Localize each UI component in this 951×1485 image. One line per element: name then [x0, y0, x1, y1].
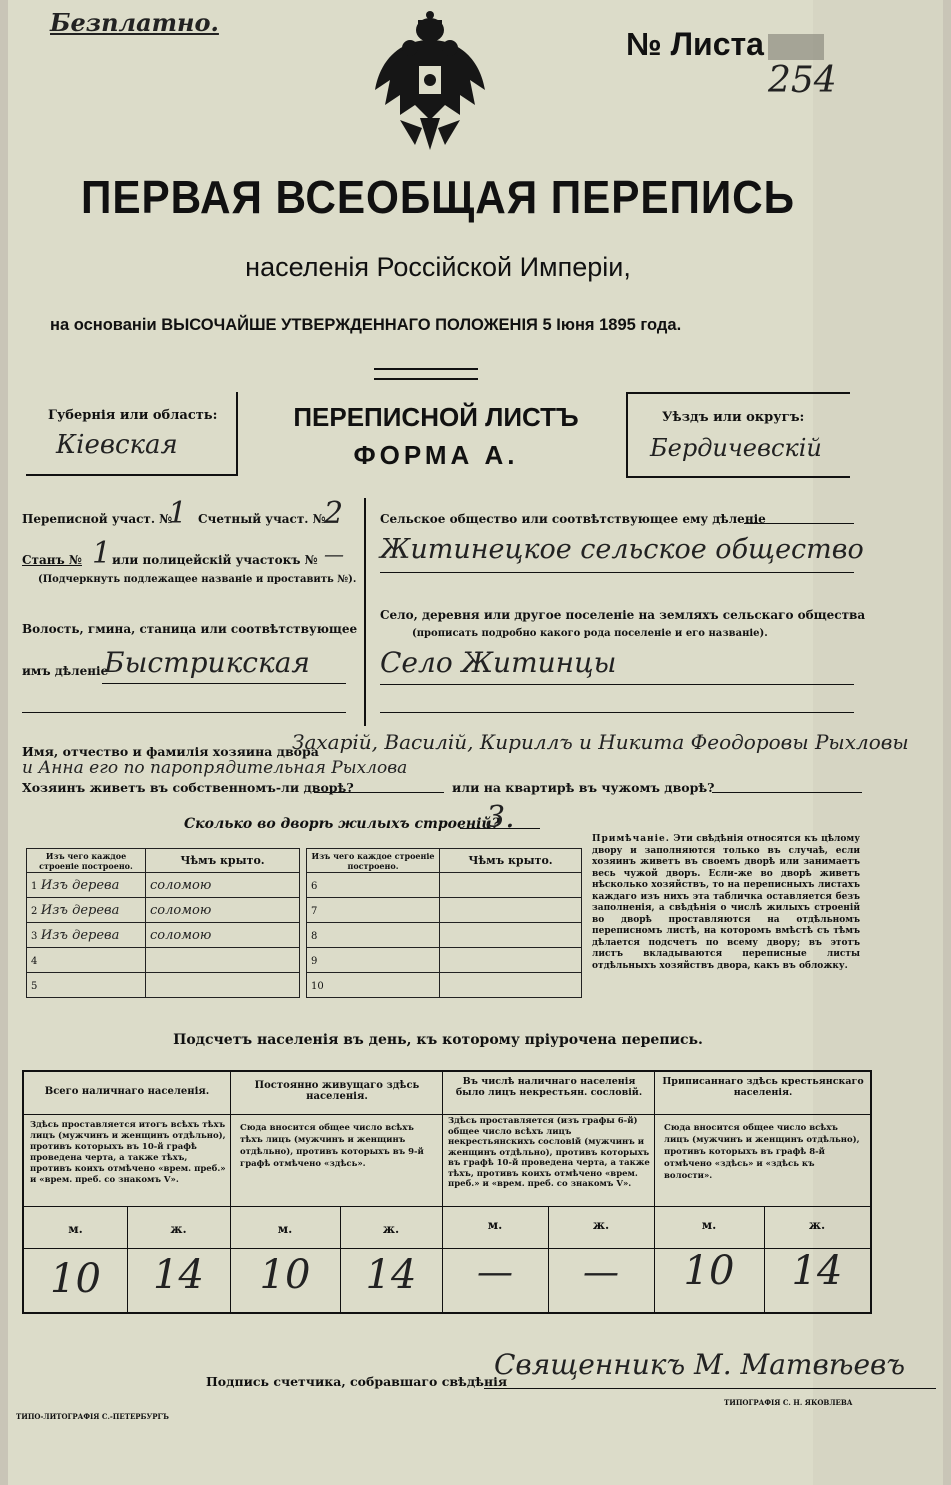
province-value: Кіевская [56, 430, 178, 460]
pop-group-desc: Здѣсь проставляется (изъ графы 6-й) общее число всѣхъ лицъ некрестьянскихъ сословій (мужчинъ и женщинъ отдѣльно), противъ которыхъ въ графѣ 10-й проведена черта, а также тѣхъ, противъ коихъ отмѣчено «врем. преб.» и «врем. преб. со знакомъ V». [448, 1116, 650, 1189]
census-sheet [8, 0, 943, 1485]
owner-value-line2: и Анна его по паропрядительная Рыхлова [22, 758, 408, 778]
building-row: 10 [307, 973, 440, 998]
footer-printer-right: ТИПОГРАФІЯ С. Н. ЯКОВЛЕВА [724, 1398, 853, 1407]
zh-label: ж. [592, 1218, 610, 1232]
note-text: Эти свѣдѣнія относятся къ цѣлому двору и заполняются только въ случаѣ, если хозяинъ живетъ въ своемъ дворѣ или занимаетъ весь чужой дворъ. Если-же во дворѣ живетъ нѣсколько хозяйствъ, то на переписныхъ листахъ каждаго изъ нихъ эта табличка оставляется безъ заполненія, а свѣдѣнія о числѣ жилыхъ строеній во дворѣ проставляются на отдѣльномъ переписномъ листѣ, на которомъ вмѣстѣ съ тѣмъ дѣлается подсчетъ по всему двору; въ этотъ листъ вкладываются переписные листы отдѣльныхъ хозяйствъ двора, какъ въ обложку. [592, 834, 860, 971]
pop-value-m: — [477, 1252, 513, 1293]
m-label: м. [68, 1222, 83, 1236]
count-section-label: Счетный участ. № [198, 512, 326, 526]
zh-label: ж. [382, 1222, 400, 1236]
pop-group-header: Въ числѣ наличнаго населенія было лицъ некрестьян. сословій. [455, 1076, 643, 1098]
pop-group-desc: Здѣсь проставляется итогъ всѣхъ тѣхъ лицъ (мужчинъ и женщинъ отдѣльно), противъ которыхъ въ 10-й графѣ проведена черта, а также тѣхъ, противъ коихъ отмѣчено «врем. преб.» и «врем. преб. со знакомъ V». [30, 1120, 226, 1185]
form-name-line1: ПЕРЕПИСНОЙ ЛИСТЪ [293, 402, 579, 432]
volost-value: Быстрикская [104, 646, 310, 679]
province-box [26, 392, 238, 476]
owner-label: Имя, отчество и фамилія хозяина двора [22, 744, 319, 759]
pop-value-zh: 14 [153, 1252, 204, 1298]
pop-value-m: 10 [683, 1248, 735, 1294]
stan-value: 1 [92, 536, 112, 571]
district-value: Бердичевскій [650, 434, 822, 462]
buildings-table-right: Изъ чего каждое строеніе построено. Чѣмъ крыто. 6 7 8 9 10 [306, 848, 582, 998]
police-value: — [324, 542, 344, 566]
sheet-number-value: 254 [768, 60, 837, 101]
building-row: 1 Изъ дерева [27, 873, 146, 898]
society-value: Житинецкое сельское общество [380, 534, 864, 565]
basis-line: на основаніи ВЫСОЧАЙШЕ УТВЕРЖДЕННАГО ПОЛОЖЕНІЯ 5 Іюня 1895 года. [50, 316, 682, 334]
building-row: 4 [27, 948, 146, 973]
pop-group-header: Приписаннаго здѣсь крестьянскаго населенія. [662, 1076, 864, 1098]
building-row: 9 [307, 948, 440, 973]
village-value: Село Житинцы [380, 646, 617, 679]
imperial-eagle-emblem [370, 10, 490, 160]
m-label: м. [487, 1218, 503, 1232]
stan-label: Станъ № [22, 553, 82, 567]
owner-value-line1: Захарій, Василій, Кириллъ и Никита Феодоровы Рыхловы [292, 730, 909, 754]
ornament-divider [374, 368, 478, 380]
census-title: ПЕРВАЯ ВСЕОБЩАЯ ПЕРЕПИСЬ [80, 171, 796, 223]
building-row: 5 [27, 973, 146, 998]
count-section-value: 2 [324, 496, 344, 531]
zh-label: ж. [170, 1222, 187, 1236]
building-row: 3 Изъ дерева [27, 923, 146, 948]
pop-value-zh: 14 [365, 1252, 417, 1298]
col-material-header: Изъ чего каждое строеніе построено. [27, 849, 146, 873]
district-box [626, 392, 850, 478]
province-label: Губернія или область: [48, 408, 218, 423]
volost-label: Волость, гмина, станица или соотвѣтствующее [22, 622, 358, 636]
pop-value-m: 10 [259, 1252, 311, 1298]
pop-value-m: 10 [50, 1256, 101, 1302]
buildings-note [592, 834, 860, 972]
note-title: Примѣчаніе. [592, 834, 670, 844]
population-title: Подсчетъ населенія въ день, къ которому пріурочена перепись. [173, 1032, 703, 1048]
police-label: или полицейскій участокъ № [112, 553, 318, 567]
lives-other-label: или на квартирѣ въ чужомъ дворѣ? [452, 780, 715, 795]
signature-label: Подпись счетчика, собравшаго свѣдѣнія [206, 1374, 508, 1389]
buildings-question-label: Сколько во дворѣ жилыхъ строеній? [184, 816, 500, 832]
building-row: 8 [307, 923, 440, 948]
pop-group-desc: Сюда вносится общее число всѣхъ тѣхъ лицъ (мужчинъ и женщинъ отдѣльно), противъ которыхъ въ 9-й графѣ отмѣчено «здѣсь». [240, 1123, 424, 1169]
village-note: (прописать подробно какого рода поселеніе и его названіе). [412, 628, 768, 639]
buildings-table-left: Изъ чего каждое строеніе построено. Чѣмъ крыто. 1 Изъ дерева соломою 2 Изъ дерева соломою 3 Изъ дерева соломою 4 5 [26, 848, 300, 998]
lives-own-label: Хозяинъ живетъ въ собственномъ-ли дворѣ? [22, 780, 354, 795]
pop-group-desc: Сюда вносится общее число всѣхъ лицъ (мужчинъ и женщинъ отдѣльно), противъ которыхъ въ графѣ 8-й отмѣчено «здѣсь» и «здѣсь къ волости». [664, 1123, 860, 1181]
field-column-divider [364, 498, 366, 726]
volost-label-2: имъ дѣленіе [22, 664, 109, 678]
footer-printer-left: ТИПО-ЛИТОГРАФІЯ С.-ПЕТЕРБУРГЪ [16, 1412, 169, 1421]
signature-value: Священникъ М. Матвѣевъ [494, 1348, 905, 1381]
village-label: Село, деревня или другое поселеніе на земляхъ сельскаго общества [380, 608, 866, 622]
sheet-number-stamp [768, 34, 824, 60]
zh-label: ж. [808, 1218, 826, 1232]
pop-group-header: Всего наличнаго населенія. [44, 1086, 210, 1097]
underline-note: (Подчеркнуть подлежащее названіе и проставить №). [38, 574, 357, 585]
sheet-number-label: № Листа [626, 26, 764, 62]
buildings-question-value: 3. [486, 800, 515, 835]
pop-group-header: Постоянно живущаго здѣсь населенія. [254, 1080, 420, 1102]
building-row: 7 [307, 898, 440, 923]
pop-value-zh: 14 [791, 1248, 843, 1294]
m-label: м. [277, 1222, 293, 1236]
building-row: 6 [307, 873, 440, 898]
free-label: Безплатно. [50, 8, 219, 37]
district-label: Уѣздъ или округъ: [662, 410, 805, 425]
col-roof-header: Чѣмъ крыто. [146, 849, 300, 873]
census-section-value: 1 [168, 496, 188, 531]
pop-value-zh: — [583, 1252, 619, 1293]
building-row: 2 Изъ дерева [27, 898, 146, 923]
census-subtitle: населенія Россійской Имперіи, [245, 252, 631, 282]
m-label: м. [701, 1218, 717, 1232]
census-section-label: Переписной участ. № [22, 512, 173, 526]
form-name-line2: ФОРМА А. [353, 440, 519, 470]
population-table [22, 1070, 872, 1314]
society-label: Сельское общество или соотвѣтствующее ему дѣленіе [380, 512, 766, 526]
